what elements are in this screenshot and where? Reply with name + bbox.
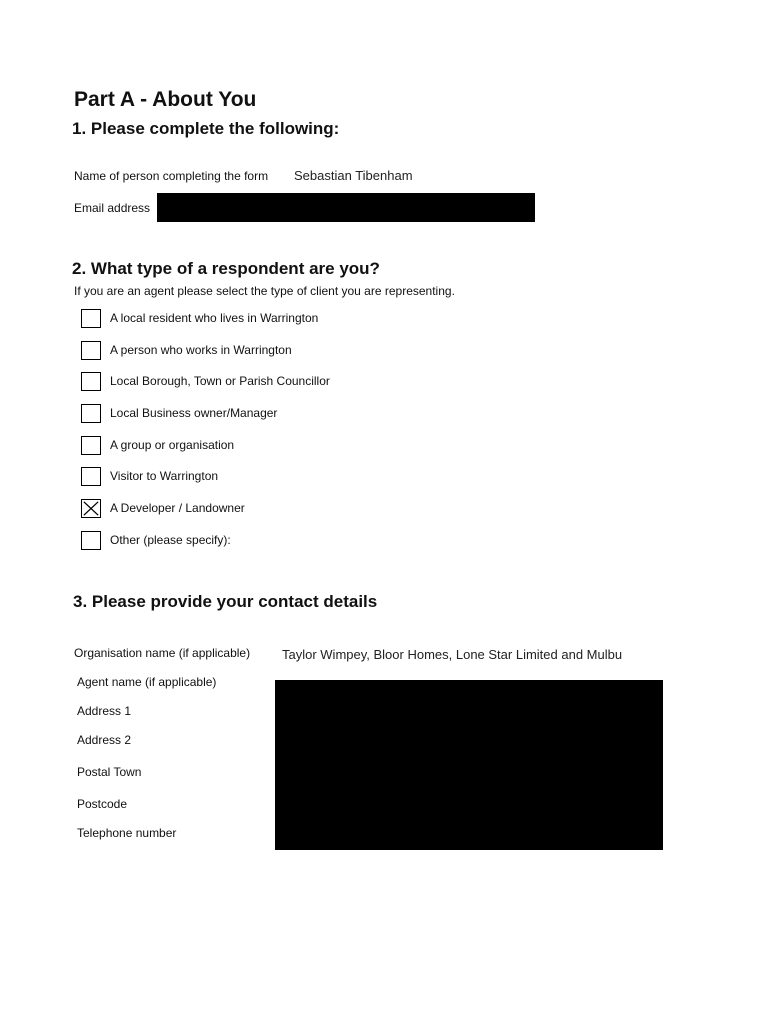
option-label: Local Business owner/Manager bbox=[110, 406, 278, 420]
contact-details-redacted[interactable] bbox=[275, 680, 663, 850]
name-label: Name of person completing the form bbox=[74, 169, 269, 183]
organisation-field[interactable]: Taylor Wimpey, Bloor Homes, Lone Star Limited and Mulbu bbox=[282, 647, 623, 662]
option-checkbox[interactable] bbox=[81, 341, 101, 360]
option-checkbox[interactable] bbox=[81, 404, 101, 423]
option-checkbox[interactable] bbox=[81, 309, 101, 328]
option-label: Visitor to Warrington bbox=[110, 469, 219, 483]
checkmark-x-icon bbox=[82, 500, 100, 517]
email-label: Email address bbox=[74, 201, 151, 215]
option-checkbox[interactable] bbox=[81, 436, 101, 455]
option-checkbox[interactable] bbox=[81, 467, 101, 486]
option-checkbox[interactable] bbox=[81, 499, 101, 518]
option-label: A Developer / Landowner bbox=[110, 501, 245, 515]
name-field[interactable]: Sebastian Tibenham bbox=[294, 168, 413, 183]
section2-subheading: If you are an agent please select the type of client you are representing. bbox=[74, 284, 455, 298]
option-label: Local Borough, Town or Parish Councillor bbox=[110, 374, 330, 388]
address1-label: Address 1 bbox=[77, 704, 132, 718]
email-field-redacted[interactable] bbox=[157, 193, 535, 222]
page-title: Part A - About You bbox=[74, 88, 257, 111]
postal-town-label: Postal Town bbox=[77, 765, 142, 779]
telephone-label: Telephone number bbox=[77, 826, 177, 840]
option-label: Other (please specify): bbox=[110, 533, 231, 547]
postcode-label: Postcode bbox=[77, 797, 128, 811]
address2-label: Address 2 bbox=[77, 733, 132, 747]
organisation-label: Organisation name (if applicable) bbox=[74, 646, 251, 660]
option-checkbox[interactable] bbox=[81, 531, 101, 550]
section3-heading: 3. Please provide your contact details bbox=[73, 592, 378, 611]
option-label: A local resident who lives in Warrington bbox=[110, 311, 319, 325]
section1-heading: 1. Please complete the following: bbox=[72, 119, 340, 138]
option-label: A group or organisation bbox=[110, 438, 235, 452]
option-checkbox[interactable] bbox=[81, 372, 101, 391]
section2-heading: 2. What type of a respondent are you? bbox=[72, 259, 380, 278]
option-label: A person who works in Warrington bbox=[110, 343, 292, 357]
agent-name-label: Agent name (if applicable) bbox=[77, 675, 217, 689]
